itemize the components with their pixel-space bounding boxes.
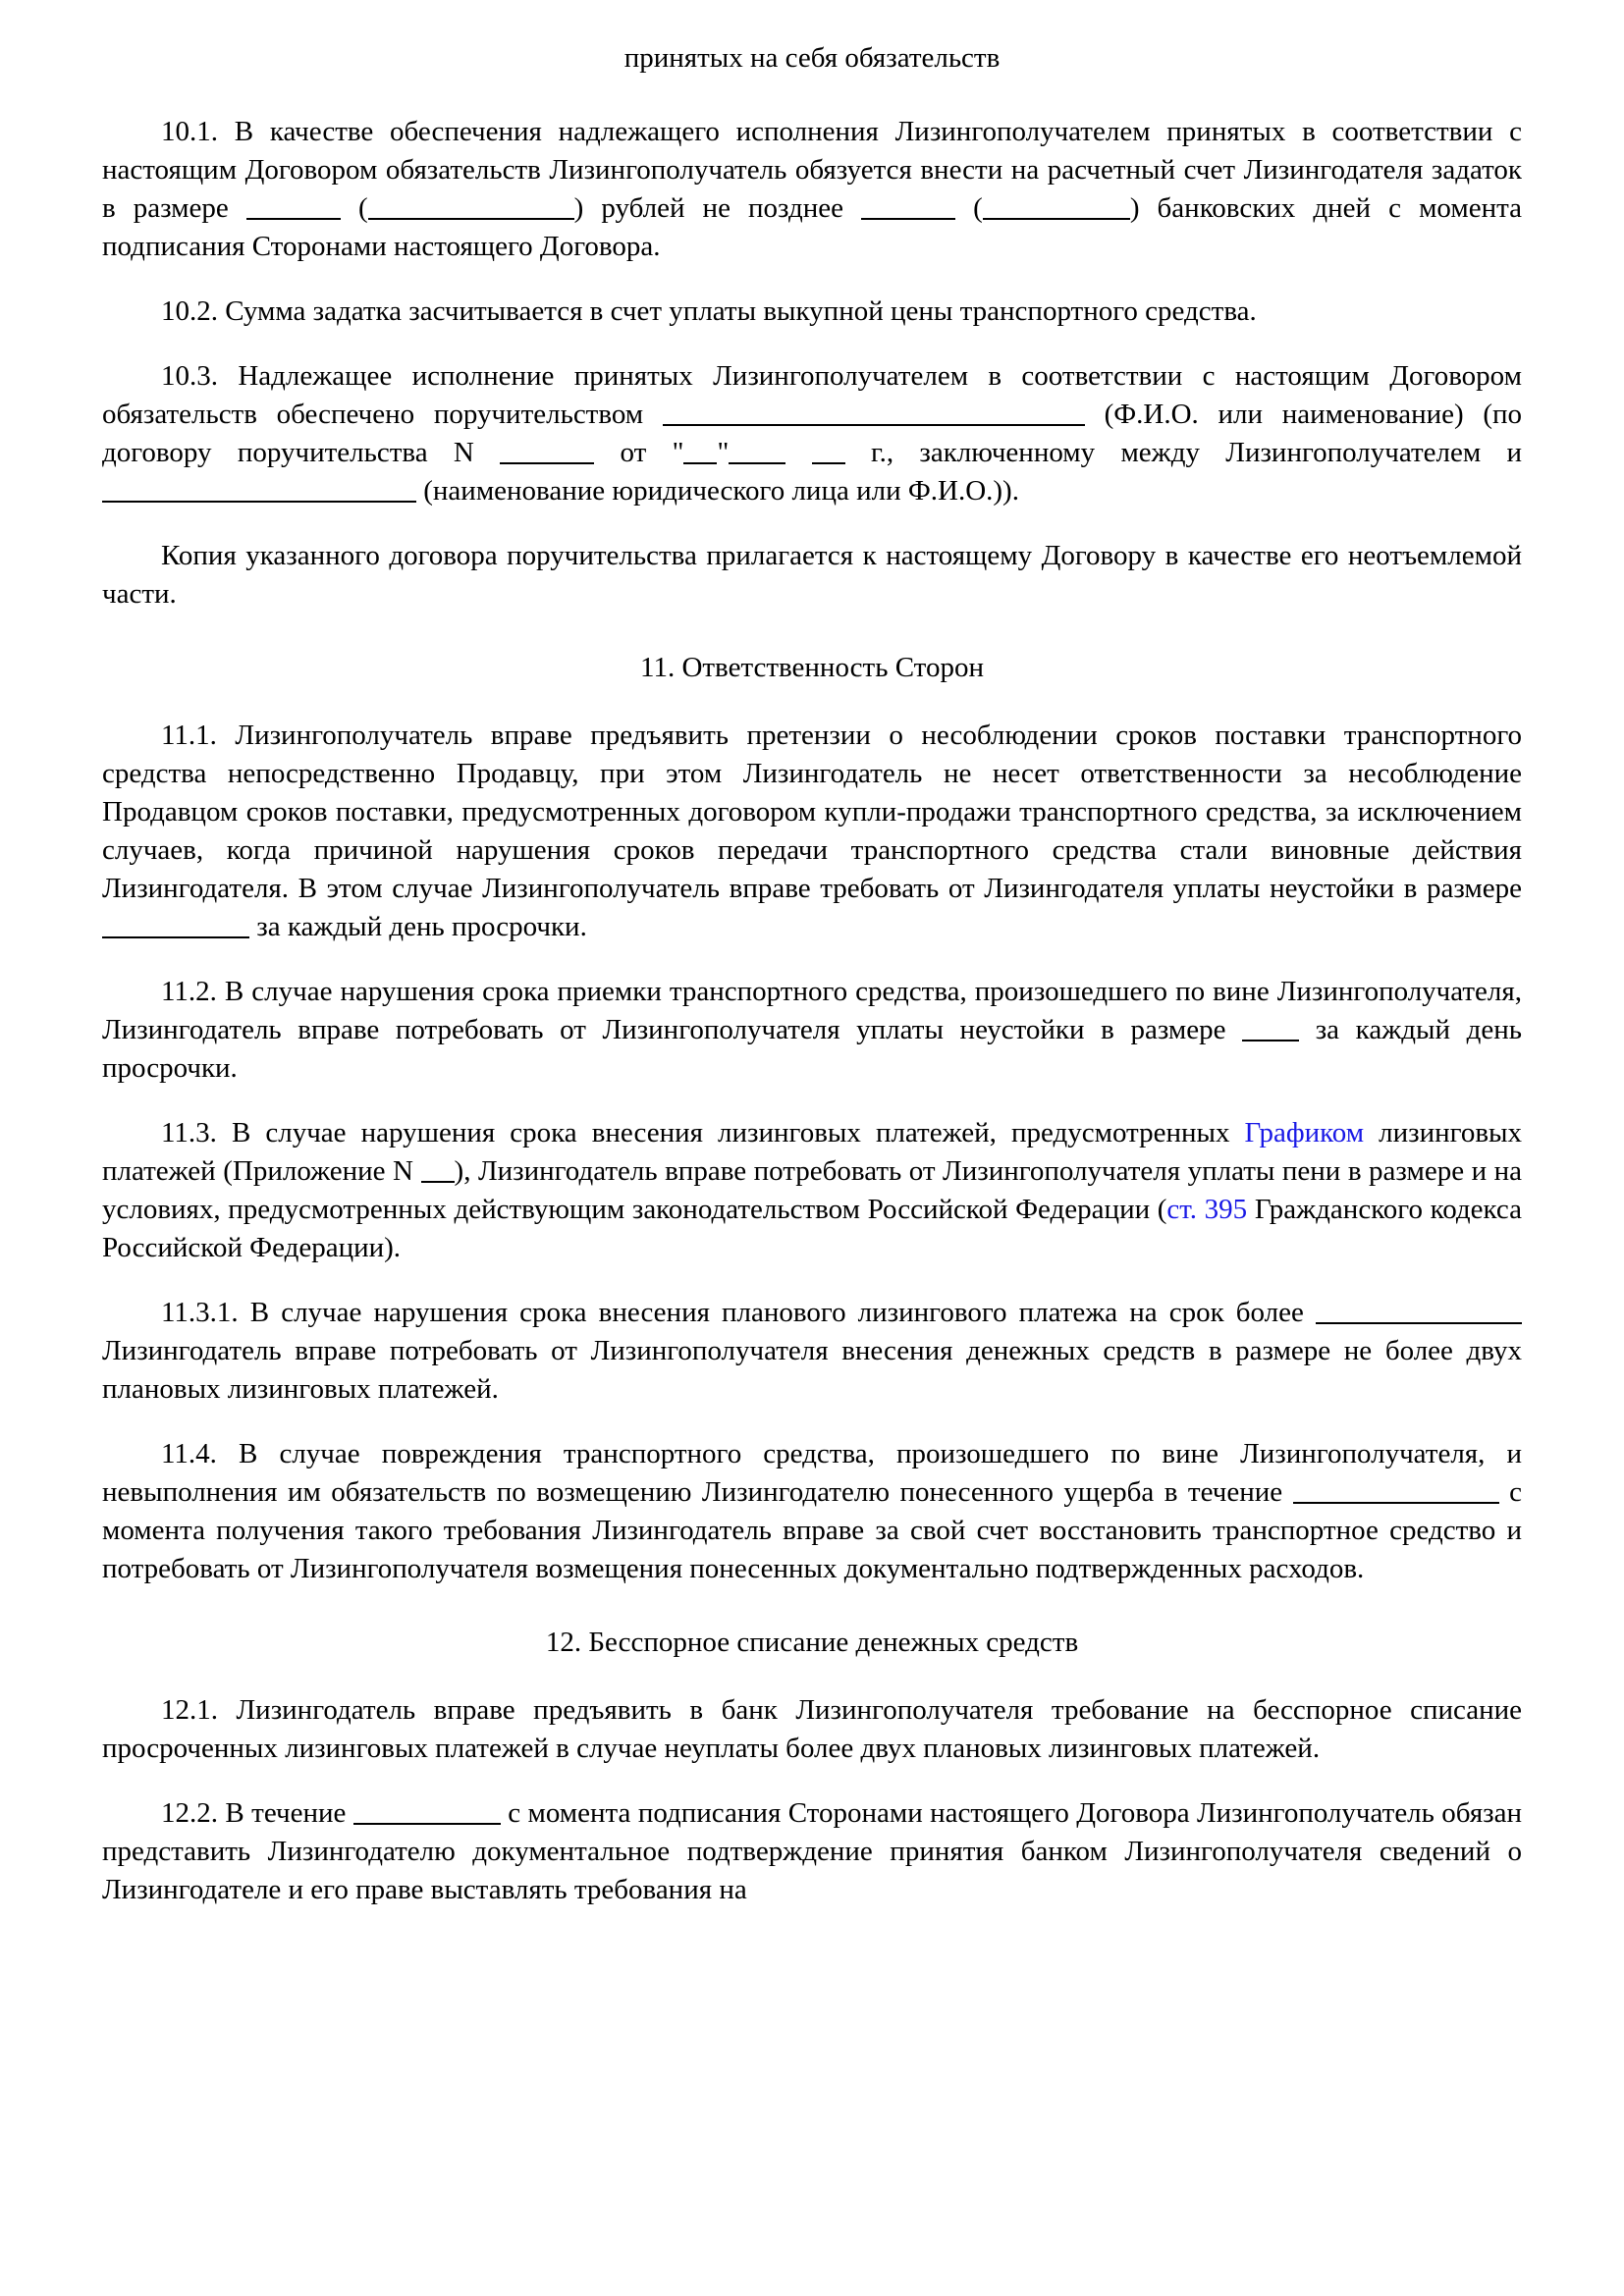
paragraph-10-3 [102,357,1522,510]
paragraph-12-2-text-1: 12.2. В течение [161,1796,347,1829]
blank-field[interactable] [102,910,249,939]
blank-field[interactable] [983,191,1130,221]
blank-field[interactable] [1242,1013,1299,1042]
paragraph-10-3-text-2: (Ф.И.О. или наименование) (по договору поручительства N [102,398,1523,468]
paragraph-10-1-text-3: ) рублей не позднее [573,191,843,224]
blank-field[interactable] [812,436,845,465]
blank-field[interactable] [683,436,717,465]
heading-section-11: 11. Ответственность Сторон [640,651,984,683]
paragraph-11-2-text-2: за каждый день просрочки. [102,1013,1522,1084]
paragraph-10-1-text-4: ( [973,191,983,224]
paragraph-11-3-text-2: лизинговых платежей (Приложение N [102,1116,1522,1187]
blank-field[interactable] [246,191,341,221]
blank-field[interactable] [861,191,955,221]
paragraph-10-3-text-1: 10.3. Надлежащее исполнение принятых Лизингополучателем в соответствии с настоящим Договором обязательств обеспечено поручительством [102,359,1522,430]
blank-field[interactable] [1293,1475,1499,1505]
paragraph-10-3-text-5: г., заключенному между Лизингополучателем и [870,436,1523,468]
paragraph-11-3 [102,1114,1522,1267]
blank-field[interactable] [102,474,416,504]
blank-field[interactable] [368,191,574,221]
paragraph-12-1 [102,1691,1522,1768]
link-article-395[interactable]: ст. 395 [1166,1193,1248,1225]
blank-field[interactable] [500,436,594,465]
running-head: принятых на себя обязательств [623,42,1001,74]
blank-field[interactable] [729,436,785,465]
blank-field[interactable] [353,1796,501,1826]
paragraph-10-1 [102,113,1522,266]
blank-field[interactable] [421,1154,455,1184]
paragraph-11-3-text-1: 11.3. В случае нарушения срока внесения лизинговых платежей, предусмотренных [161,1116,1230,1148]
paragraph-10-2-text: 10.2. Сумма задатка засчитывается в счет уплаты выкупной цены транспортного средства. [161,294,1257,327]
paragraph-10-copy [102,537,1522,614]
paragraph-11-4 [102,1435,1522,1588]
paragraph-11-1-text-2: за каждый день просрочки. [256,910,587,942]
paragraph-10-1-text-5: ) банковских дней с момента подписания Сторонами настоящего Договора. [102,191,1523,262]
paragraph-11-3-text-3: ), Лизингодатель вправе потребовать от Лизингополучателя уплаты пени в размере и на условиях, предусмотренных действующим законодательством Российской Федерации ( [102,1154,1523,1225]
paragraph-11-2-text-1: 11.2. В случае нарушения срока приемки транспортного средства, произошедшего по вине Лизингополучателя, Лизингодатель вправе потребовать от Лизингополучателя уплаты неустойки в размере [102,975,1522,1045]
paragraph-11-3-text-4: Гражданского кодекса Российской Федерации). [102,1193,1522,1263]
paragraph-11-2 [102,973,1522,1088]
paragraph-12-2-text-2: с момента подписания Сторонами настоящего Договора Лизингополучатель обязан представить Лизингодателю документальное подтверждение принятия банком Лизингополучателя сведений о Лизингодателе и его праве выставлять требования на [102,1796,1523,1905]
paragraph-10-3-text-3: от " [620,436,684,468]
heading-section-12: 12. Бесспорное списание денежных средств [545,1626,1079,1658]
paragraph-10-3-text-4: " [717,436,730,468]
paragraph-10-3-text-6: (наименование юридического лица или Ф.И.О.)). [423,474,1019,507]
paragraph-10-1-text-1: 10.1. В качестве обеспечения надлежащего исполнения Лизингополучателем принятых в соответствии с настоящим Договором обязательств Лизингополучатель обязуется внести на расчетный счет Лизингодателя задаток в размере [102,115,1522,224]
paragraph-12-1-text: 12.1. Лизингодатель вправе предъявить в банк Лизингополучателя требование на бесспорное списание просроченных лизинговых платежей в случае неуплаты более двух плановых лизинговых платежей. [102,1693,1522,1764]
paragraph-11-4-text-1: 11.4. В случае повреждения транспортного средства, произошедшего по вине Лизингополучателя, и невыполнения им обязательств по возмещению Лизингодателю понесенного ущерба в течение [102,1437,1522,1508]
link-grafikom[interactable]: Графиком [1244,1116,1365,1148]
paragraph-12-2 [102,1794,1522,1909]
paragraph-11-1-text-1: 11.1. Лизингополучатель вправе предъявить претензии о несоблюдении сроков поставки транспортного средства непосредственно Продавцу, при этом Лизингодатель не несет ответственности за несоблюдение Продавцом сроков поставки, предусмотренных договором купли-продажи транспортного средства, за исключением случаев, когда причиной нарушения сроков передачи транспортного средства стали виновные действия Лизингодателя. В этом случае Лизингополучатель вправе требовать от Лизингодателя уплаты неустойки в размере [102,719,1522,904]
paragraph-11-3-1 [102,1294,1522,1409]
paragraph-11-3-1-text-1: 11.3.1. В случае нарушения срока внесения планового лизингового платежа на срок более [161,1296,1304,1328]
document-body [102,39,1522,1909]
paragraph-10-1-text-2: ( [357,191,368,224]
paragraph-10-2 [102,293,1522,331]
blank-field[interactable] [663,398,1085,427]
paragraph-11-4-text-2: с момента получения такого требования Лизингодатель вправе за свой счет восстановить транспортное средство и потребовать от Лизингополучателя возмещения понесенных документально подтвержденных расходов. [102,1475,1523,1584]
paragraph-11-1 [102,717,1522,946]
blank-field[interactable] [1316,1296,1522,1325]
paragraph-10-copy-text: Копия указанного договора поручительства прилагается к настоящему Договору в качестве его неотъемлемой части. [102,539,1522,610]
paragraph-11-3-1-text-2: Лизингодатель вправе потребовать от Лизингополучателя внесения денежных средств в размере не более двух плановых лизинговых платежей. [102,1334,1522,1405]
